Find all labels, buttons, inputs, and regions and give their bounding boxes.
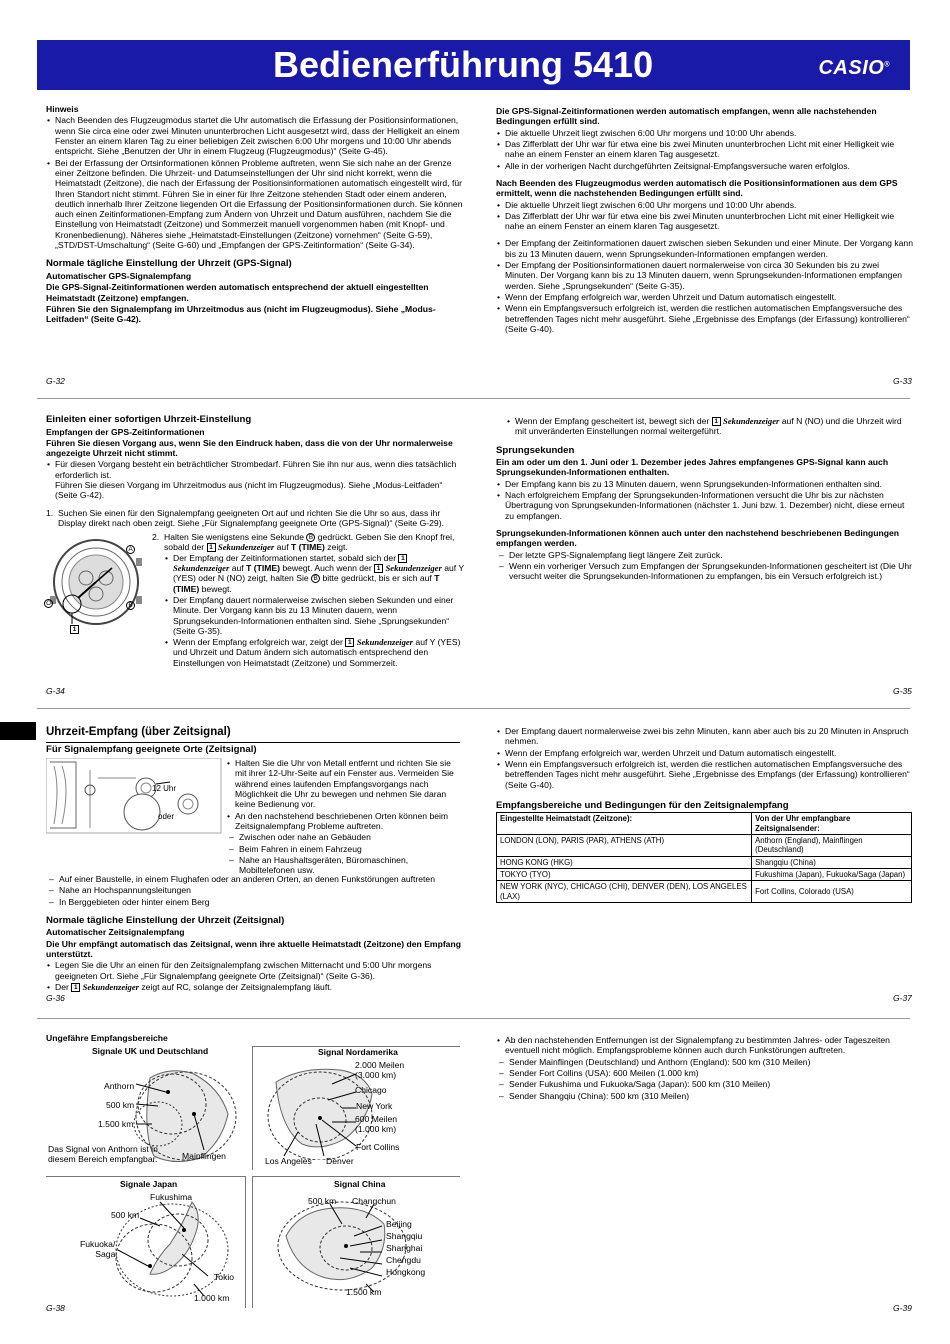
list-item: • Wenn der Empfang erfolgreich war, werden Uhrzeit und Datum automatisch eingestellt. xyxy=(496,292,914,302)
map-label: 500 km xyxy=(106,1100,135,1110)
list-item: • Der Empfang dauert normalerweise zwei bis zehn Minuten, kann aber auch bis zu 20 Minuten in Anspruch nehmen. xyxy=(496,726,914,747)
map-label: Hongkong xyxy=(386,1267,426,1277)
map-label: 1.500 km xyxy=(98,1119,134,1129)
section-title: Einleiten einer sofortigen Uhrzeit-Einstellung xyxy=(46,414,252,425)
map-label: Chengdu xyxy=(386,1255,421,1265)
list-item: – Sender Fukushima und Fukuoka/Saga (Japan): 500 km (310 Meilen) xyxy=(496,1079,914,1089)
list-item: • An den nachstehend beschriebenen Orten können beim Zeitsignalempfang Probleme auftreten. xyxy=(226,811,462,832)
page-g36-head xyxy=(46,726,460,756)
list-item: – Sender Shangqiu (China): 500 km (310 Meilen) xyxy=(496,1091,914,1101)
list-item: – Nahe an Haushaltsgeräten, Büromaschinen, Mobiltelefonen usw. xyxy=(226,855,462,876)
list-item: • Nach Beenden des Flugzeugmodus startet die Uhr automatisch die Erfassung der Positionsinformationen, wenn Sie circa eine oder zwei Minuten ununterbrochen Licht ausgesetzt wird, dass der Helligkeit an einem Fenster an einem klaren Tag zu einer beliebigen Zeit zwischen 6:00 Uhr morgens und 10:00 Uhr abends entspricht. Siehe „Benutzen der Uhr in einem Flugzeug (Flugzeugmodus)“ (Seite G-45). xyxy=(46,115,464,156)
map-label: Fukushima xyxy=(150,1192,193,1202)
page-divider xyxy=(37,398,910,399)
button-c-label: C xyxy=(44,598,53,608)
map-label: Anthorn xyxy=(104,1081,135,1091)
page-g39 xyxy=(496,1035,914,1102)
map-note: Das Signal von Anthorn ist in diesem Bereich empfangbar. xyxy=(48,1144,158,1165)
hand-1-label: 1 xyxy=(70,624,79,634)
page-divider xyxy=(37,708,910,709)
list-item: • Der Empfang dauert normalerweise zwischen sieben Sekunden und einer Minute. Der Vorgang kann bis zu 13 Minuten dauern, wenn Sprungsekunden-Informationen enthalten sind. Siehe „Sprungsekunden“ (Seite G-35). xyxy=(164,595,464,636)
page-number: G-34 xyxy=(46,686,65,696)
page-g34-step2 xyxy=(152,532,464,669)
paragraph: Die Uhr empfängt automatisch das Zeitsignal, wenn ihre aktuelle Heimatstadt (Zeitzone) den Empfang unterstützt. xyxy=(46,938,461,960)
list-item: • Halten Sie die Uhr von Metall entfernt und richten Sie sie mit ihrer 12-Uhr-Seite auf ein Fenster aus. Vermeiden Sie während eines laufenden Empfangsvorgangs nach Möglichkeit die Uhr zu bewegen und nehmen Sie daran keine Bedienung vor. xyxy=(226,758,462,810)
list-item: • Der Empfang kann bis zu 13 Minuten dauern, wenn Sprungsekunden-Informationen enthalten sind. xyxy=(496,479,914,489)
map-label: Fukuoka/ Saga xyxy=(80,1239,116,1259)
manual-header xyxy=(37,40,910,90)
list-item: – Zwischen oder nahe an Gebäuden xyxy=(226,832,462,842)
map-label: New York xyxy=(356,1101,393,1111)
map-label: 500 km xyxy=(308,1196,337,1206)
watch-illustration xyxy=(42,528,152,638)
page-g33 xyxy=(496,106,914,335)
sub-heading: Für Signalempfang geeignete Orte (Zeitsignal) xyxy=(46,743,257,755)
table-cell: TOKYO (TYO) xyxy=(497,869,752,881)
map-label: 1.000 km xyxy=(194,1293,230,1303)
list-item: • Alle in der vorherigen Nacht durchgeführten Zeitsignal-Empfangsversuche waren erfolglos. xyxy=(496,161,914,171)
page-number: G-32 xyxy=(46,376,65,386)
list-item: • Das Zifferblatt der Uhr war für etwa eine bis zwei Minuten ununterbrochen Licht mit einer Helligkeit wie nahe an einem Fenster an einem klaren Tag ausgesetzt. xyxy=(496,211,914,232)
map-label: 2.000 Meilen (3.000 km) xyxy=(355,1060,405,1080)
window-illustration xyxy=(46,758,222,834)
hinweis-title: Hinweis xyxy=(46,104,79,114)
paragraph: Sprungsekunden-Informationen können auch unter den nachstehend beschriebenen Bedingungen empfangen werden. xyxy=(496,528,899,549)
section-heading: Uhrzeit-Empfang (über Zeitsignal) xyxy=(46,726,460,743)
list-item: • Wenn der Empfang erfolgreich war, zeigt der 1 Sekundenzeiger auf Y (YES) und Uhrzeit und Datum ändern sich automatisch entsprechend den Einstellungen von Heimatstadt (Zeitzone) und Sommerzeit. xyxy=(164,637,464,668)
list-item: • Der Empfang der Positionsinformationen dauert normalerweise von circa 30 Sekunden bis zu zwei Minuten. Der Vorgang kann bis zu 13 Minuten dauern, wenn Sprungsekunden-Informationen empfangen werden. Siehe „Sprungsekunden“ (Seite G-35). xyxy=(496,260,914,291)
map-label: Changchun xyxy=(352,1196,396,1206)
list-item: • Die aktuelle Uhrzeit liegt zwischen 6:00 Uhr morgens und 10:00 Uhr abends. xyxy=(496,200,914,210)
list-item: • Für diesen Vorgang besteht ein beträchtlicher Strombedarf. Führen Sie ihn nur aus, wenn dies tatsächlich erforderlich ist. Führen Sie diesen Vorgang im Uhrzeitmodus aus (nicht im Flugzeugmodus). Siehe „Modus-Leitfaden“ (Seite G-42). xyxy=(46,459,464,500)
map-title-cn: Signal China xyxy=(334,1179,386,1189)
list-item: • Wenn ein Empfangsversuch erfolgreich ist, werden die restlichen automatischen Empfangsversuche des betreffenden Tages nicht mehr ausgeführt. Siehe „Ergebnisse des Empfangs (der Erfassung) kontrollieren“ (Seite G-40). xyxy=(496,303,914,334)
table-cell: Anthorn (England), Mainflingen (Deutschland) xyxy=(752,835,912,857)
page-number: G-38 xyxy=(46,1303,65,1313)
map-label: 500 km xyxy=(111,1210,140,1220)
reception-table xyxy=(496,812,912,903)
list-item: – Wenn ein vorheriger Versuch zum Empfangen der Sprungsekunden-Informationen gescheitert ist (Die Uhr versucht weiter die Sprungsekunden-Informationen zu empfangen, bis ein Versuch erfolgreich ist.) xyxy=(496,561,914,582)
list-item: – Nahe an Hochspannungsleitungen xyxy=(46,885,464,895)
list-item: • Der 1 Sekundenzeiger zeigt auf RC, solange der Zeitsignalempfang läuft. xyxy=(46,982,464,992)
map-label: Mainflingen xyxy=(182,1151,226,1161)
page-g32 xyxy=(46,104,464,325)
page-number: G-37 xyxy=(893,993,912,1003)
list-item: • Legen Sie die Uhr an einen für den Zeitsignalempfang zwischen Mitternacht und 5:00 Uhr morgens geeigneten Ort. Siehe „Für Signalempfang geeignete Orte (Zeitsignal)“ (Seite G-36). xyxy=(46,960,464,981)
list-item: • Das Zifferblatt der Uhr war für etwa eine bis zwei Minuten ununterbrochen Licht mit einer Helligkeit wie nahe an einem Fenster an einem klaren Tag ausgesetzt. xyxy=(496,139,914,160)
map-title-uk: Signale UK und Deutschland xyxy=(92,1046,209,1056)
page-g35 xyxy=(496,416,914,583)
table-header: Von der Uhr empfangbare Zeitsignalsender: xyxy=(752,813,912,835)
table-cell: LONDON (LON), PARIS (PAR), ATHENS (ATH) xyxy=(497,835,752,857)
page-g37 xyxy=(496,726,914,903)
section-title: Empfangsbereiche und Bedingungen für den Zeitsignalempfang xyxy=(496,799,789,811)
map-label: Beijing xyxy=(386,1219,412,1229)
step-2: 2. Halten Sie wenigstens eine Sekunde B gedrückt. Geben Sie den Knopf frei, sobald der 1 Sekundenzeiger auf T (TIME) zeigt. • Der Empfang der Zeitinformationen startet, sobald sich der 1 Sekundenzeiger auf T (TIME) bewegt. Auch wenn der 1 Sekundenzeiger auf Y (YES) oder N (NO) zeigt, halten Sie B bitte gedrückt, bis er sich auf T (TIME) bewegt. • Der Empfang dauert normalerweise zwischen sieben Sekunden und einer Minute. Der Vorgang kann bis zu 13 Minuten dauern, wenn Sprungsekunden-Informationen enthalten sind. Siehe „Sprungsekunden“ (Seite G-35). • Wenn der Empfang erfolgreich war, zeigt der 1 Sekundenzeiger auf Y (YES) und Uhrzeit und Datum ändern sich automatisch entsprechend den Einstellungen von Heimatstadt (Zeitzone) und Sommerzeit. xyxy=(152,532,464,668)
map-label: Tokio xyxy=(214,1272,235,1282)
map-label: Los Angeles xyxy=(265,1156,312,1166)
page-g34 xyxy=(46,414,464,528)
button-b-label: B xyxy=(126,600,135,610)
map-label: Shanghai xyxy=(386,1243,423,1253)
table-cell: Fort Collins, Colorado (USA) xyxy=(752,881,912,903)
table-cell: Shangqiu (China) xyxy=(752,856,912,868)
step-1: 1. Suchen Sie einen für den Signalempfang geeigneten Ort auf und richten Sie die Uhr so aus, dass ihr Display direkt nach oben zeigt. Siehe „Für Signalempfang geeignete Orte (GPS-Signal)“ (Seite G-29). xyxy=(46,507,444,528)
table-header: Eingestellte Heimatstadt (Zeitzone): xyxy=(497,813,752,835)
list-item: • Nach erfolgreichem Empfang der Sprungsekunden-Informationen versucht die Uhr bis zur nächsten Übertragung von Sprungsekunden-Informationen (nächster 1. Juni bzw. 1. Dezember) nicht, diese erneut zu empfangen. xyxy=(496,490,914,521)
list-item: • Wenn ein Empfangsversuch erfolgreich ist, werden die restlichen automatischen Empfangsversuche des betreffenden Tages nicht mehr ausgeführt. Siehe „Ergebnisse des Empfangs (der Erfassung) kontrollieren“ (Seite G-40). xyxy=(496,759,914,790)
list-item: • Wenn der Empfang erfolgreich war, werden Uhrzeit und Datum automatisch eingestellt. xyxy=(496,748,914,758)
maps-title: Ungefähre Empfangsbereiche xyxy=(46,1033,168,1043)
list-item: – Auf einer Baustelle, in einem Flughafen oder an anderen Orten, an denen Funkstörungen auftreten xyxy=(46,874,464,884)
paragraph: Führen Sie den Signalempfang im Uhrzeitmodus aus (nicht im Flugzeugmodus). Siehe „Modus-Leitfaden“ (Seite G-42). xyxy=(46,303,436,325)
list-item: • Der Empfang der Zeitinformationen startet, sobald sich der 1 Sekundenzeiger auf T (TIME) bewegt. Auch wenn der 1 Sekundenzeiger auf Y (YES) oder N (NO) zeigt, halten Sie B bitte gedrückt, bis er sich auf T (TIME) bewegt. xyxy=(164,553,464,594)
page-number: G-33 xyxy=(893,376,912,386)
page-g36-right xyxy=(226,758,462,876)
label-oder: oder xyxy=(158,812,175,821)
sub-title: Automatischer Zeitsignalempfang xyxy=(46,927,185,938)
list-item: • Der Empfang der Zeitinformationen dauert zwischen sieben Sekunden und einer Minute. Der Vorgang kann bis zu 13 Minuten dauern, wenn Sprungsekunden-Informationen empfangen werden. xyxy=(496,238,914,259)
section-tab xyxy=(0,722,36,740)
table-cell: HONG KONG (HKG) xyxy=(497,856,752,868)
table-row xyxy=(497,856,912,868)
table-cell: Fukushima (Japan), Fukuoka/Saga (Japan) xyxy=(752,869,912,881)
list-item: • Wenn der Empfang gescheitert ist, bewegt sich der 1 Sekundenzeiger auf N (NO) und die Uhrzeit wird mit unveränderten Einstellungen normal weitergeführt. xyxy=(506,416,914,437)
map-label: 600 Meilen (1.000 km) xyxy=(355,1114,398,1134)
casio-logo: CASIO® xyxy=(818,57,890,79)
list-item: • Die aktuelle Uhrzeit liegt zwischen 6:00 Uhr morgens und 10:00 Uhr abends. xyxy=(496,128,914,138)
map-label: Fort Collins xyxy=(356,1142,400,1152)
sub-title: Empfangen der GPS-Zeitinformationen xyxy=(46,426,205,437)
page-number: G-39 xyxy=(893,1303,912,1313)
map-title-jp: Signale Japan xyxy=(120,1179,178,1189)
button-a-label: A xyxy=(126,544,135,554)
page-number: G-36 xyxy=(46,993,65,1003)
page-divider xyxy=(37,1018,910,1019)
label-12-uhr: 12 Uhr xyxy=(152,784,177,793)
paragraph: Nach Beenden des Flugzeugmodus werden automatisch die Positionsinformationen aus dem GPS ermittelt, wenn die nachstehenden Bedingungen erfüllt sind. xyxy=(496,177,898,199)
page-g36-body xyxy=(46,874,464,993)
list-item: – Der letzte GPS-Signalempfang liegt längere Zeit zurück. xyxy=(496,550,914,560)
section-title: Sprungsekunden xyxy=(496,444,575,456)
map-title-na: Signal Nordamerika xyxy=(318,1047,398,1057)
section-title: Normale tägliche Einstellung der Uhrzeit (GPS-Signal) xyxy=(46,258,292,270)
paragraph: Führen Sie diesen Vorgang aus, wenn Sie den Eindruck haben, dass die von der Uhr normalerweise angezeigte Uhrzeit nicht stimmt. xyxy=(46,437,453,459)
list-item: – Sender Fort Collins (USA): 600 Meilen (1.000 km) xyxy=(496,1068,914,1078)
map-label: Chicago xyxy=(355,1085,387,1095)
table-row xyxy=(497,881,912,903)
page-number: G-35 xyxy=(893,686,912,696)
paragraph: Ein am oder um den 1. Juni oder 1. Dezember jedes Jahres empfangenes GPS-Signal kann auch Sprungsekunden-Informationen enthalten. xyxy=(496,457,889,478)
list-item: – Beim Fahren in einem Fahrzeug xyxy=(226,844,462,854)
paragraph: Die GPS-Signal-Zeitinformationen werden automatisch empfangen, wenn alle nachstehenden Bedingungen erfüllt sind. xyxy=(496,106,877,127)
section-title: Normale tägliche Einstellung der Uhrzeit (Zeitsignal) xyxy=(46,914,285,926)
map-label: 1.500 km xyxy=(346,1287,382,1297)
map-label: Shangqiu xyxy=(386,1231,423,1241)
paragraph: Die GPS-Signal-Zeitinformationen werden automatisch entsprechend der aktuell eingestellten Heimatstadt (Zeitzone) empfangen. xyxy=(46,282,429,303)
map-label: Denver xyxy=(326,1156,354,1166)
list-item: – Sender Mainflingen (Deutschland) und Anthorn (England): 500 km (310 Meilen) xyxy=(496,1057,914,1067)
manual-title: Bedienerführung 5410 xyxy=(273,44,654,85)
list-item: • Bei der Erfassung der Ortsinformationen können Probleme auftreten, wenn Sie sich nahe an der Grenze einer Zeitzone befinden. Die Uhrzeit- und Datumseinstellungen der Uhr sind nicht korrekt, wenn die Heimatstadt (Zeitzone), die nach der Erfassung der Positionsinformationen automatisch eingestellt wird, für Ihren Standort nicht stimmt. Führen Sie in einer für Ihre Zeitzone stehenden Stadt oder einem anderen, deutlich innerhalb Ihrer Zeitzone liegenden Ort die Erfassung der Positionsinformationen durch. Sie können auch einen Zeitinformationen-Empfang zum Ändern von Uhrzeit und Datum ausführen, nachdem Sie die Einstellung von Heimatstadt (Zeitzone) und Sommerzeit manuell vorgenommen haben (mit Knopf- und Kronenbedienung). Näheres siehe „Heimatstadt-Einstellungen (Zeitzone) vornehmen“ (Seite G-59), „STD/DST-Umschaltung“ (Seite G-60) und „Empfangen der GPS-Zeitinformation“ (Seite G-34). xyxy=(46,158,464,251)
list-item: • Ab den nachstehenden Entfernungen ist der Signalempfang zu bestimmten Jahres- oder Tageszeiten eventuell nicht möglich. Empfangsprobleme können auch durch Funkstörungen auftreten. xyxy=(496,1035,914,1056)
list-item: – In Berggebieten oder hinter einem Berg xyxy=(46,897,464,907)
table-row xyxy=(497,869,912,881)
sub-title: Automatischer GPS-Signalempfang xyxy=(46,270,192,281)
table-cell: NEW YORK (NYC), CHICAGO (CHI), DENVER (DEN), LOS ANGELES (LAX) xyxy=(497,881,752,903)
table-row xyxy=(497,835,912,857)
